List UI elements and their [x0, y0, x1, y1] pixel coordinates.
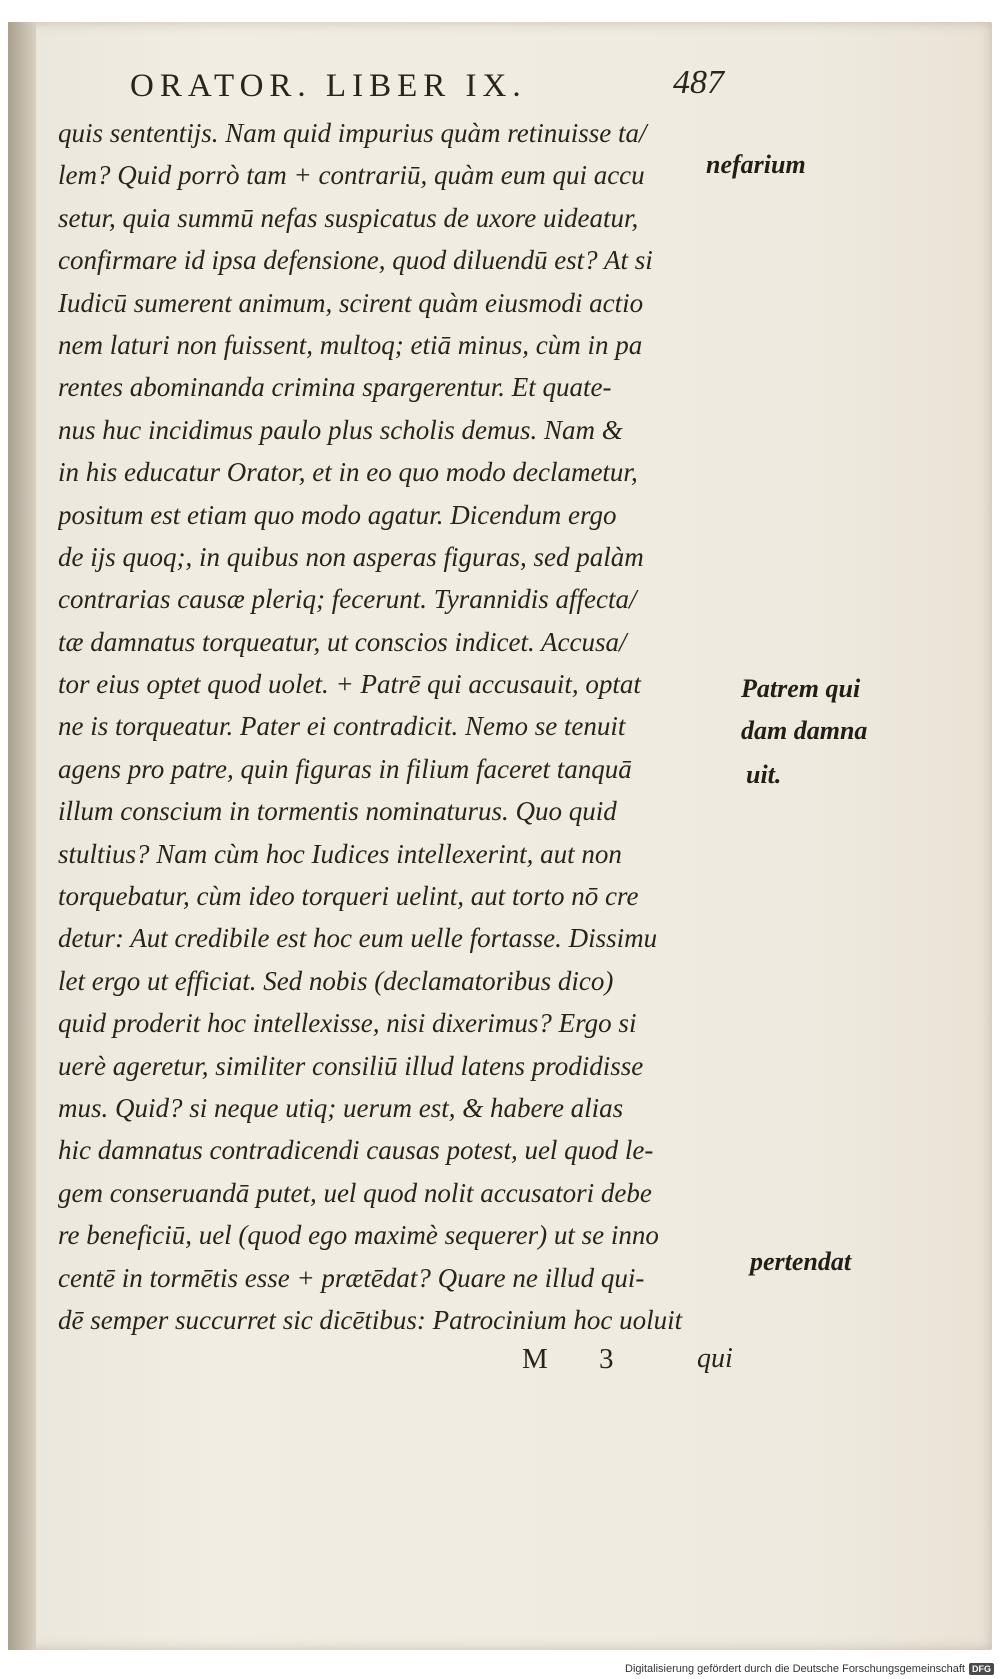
text-line: de ijs quoq;, in quibus non asperas figuras, sed palàm: [58, 541, 644, 572]
credit-text: Digitalisierung gefördert durch die Deutsche Forschungsgemeinschaft: [625, 1663, 965, 1675]
marginal-note: dam damna: [741, 716, 868, 745]
text-line: re beneficiū, uel (quod ego maximè sequerer) ut se inno: [58, 1220, 659, 1251]
text-line: tor eius optet quod uolet. + Patrē qui accusauit, optat: [58, 669, 641, 700]
text-line: gem conseruandā putet, uel quod nolit accusatori debe: [58, 1177, 652, 1208]
text-line: mus. Quid? si neque utiq; uerum est, & habere alias: [58, 1092, 624, 1123]
running-title: ORATOR. LIBER IX.: [130, 68, 527, 104]
dfg-logo: DFG: [969, 1663, 994, 1675]
text-line: lem? Quid porrò tam + contrariū, quàm eum qui accu: [58, 160, 645, 191]
catchword: qui: [697, 1343, 733, 1374]
marginal-note: Patrem qui: [741, 674, 861, 703]
text-line: illum conscium in tormentis nominaturus. Quo quid: [58, 796, 617, 827]
text-line: torquebatur, cùm ideo torqueri uelint, aut torto nō cre: [58, 881, 639, 912]
text-line: nem laturi non fuissent, multoq; etiā minus, cùm in pa: [58, 329, 643, 360]
text-line: dē semper succurret sic dicētibus: Patrocinium hoc uoluit: [58, 1304, 683, 1335]
text-line: hic damnatus contradicendi causas potest, uel quod le-: [58, 1135, 654, 1166]
text-line: setur, quia summū nefas suspicatus de uxore uideatur,: [58, 202, 639, 233]
signature-mark: M 3: [522, 1343, 636, 1375]
text-line: nus huc incidimus paulo plus scholis demus. Nam &: [58, 414, 623, 445]
page-number: 487: [673, 64, 724, 101]
text-line: let ergo ut efficiat. Sed nobis (declamatoribus dico): [58, 965, 614, 996]
marginal-note: nefarium: [706, 150, 806, 179]
marginal-note: uit.: [746, 760, 782, 789]
text-line: uerè ageretur, similiter consiliū illud latens prodidisse: [58, 1050, 644, 1081]
text-line: detur: Aut credibile est hoc eum uelle fortasse. Dissimu: [58, 923, 658, 954]
text-line: in his educatur Orator, et in eo quo modo declametur,: [58, 457, 638, 488]
text-line: centē in tormētis esse + prætēdat? Quare ne illud qui-: [58, 1262, 645, 1293]
text-line: agens pro patre, quin figuras in filium faceret tanquā: [58, 753, 632, 784]
main-text: [58, 112, 738, 1341]
text-line: Iudicū sumerent animum, scirent quàm eiusmodi actio: [58, 287, 644, 318]
marginal-note: pertendat: [750, 1247, 852, 1276]
text-line: tæ damnatus torqueatur, ut conscios indicet. Accusa/: [58, 626, 627, 657]
text-line: quis sententijs. Nam quid impurius quàm retinuisse ta/: [58, 118, 647, 148]
digitization-credit: [625, 1663, 994, 1675]
text-line: contrarias causæ pleriq; fecerunt. Tyrannidis affecta/: [58, 584, 637, 615]
text-line: confirmare id ipsa defensione, quod diluendū est? At si: [58, 245, 653, 276]
text-line: quid proderit hoc intellexisse, nisi dixerimus? Ergo si: [58, 1008, 637, 1039]
page-gutter: [8, 22, 36, 1650]
text-line: ne is torqueatur. Pater ei contradicit. Nemo se tenuit: [58, 711, 626, 742]
text-line: rentes abominanda crimina spargerentur. Et quate-: [58, 372, 612, 403]
text-line: positum est etiam quo modo agatur. Dicendum ergo: [58, 499, 617, 530]
text-line: stultius? Nam cùm hoc Iudices intellexerint, aut non: [58, 838, 622, 869]
